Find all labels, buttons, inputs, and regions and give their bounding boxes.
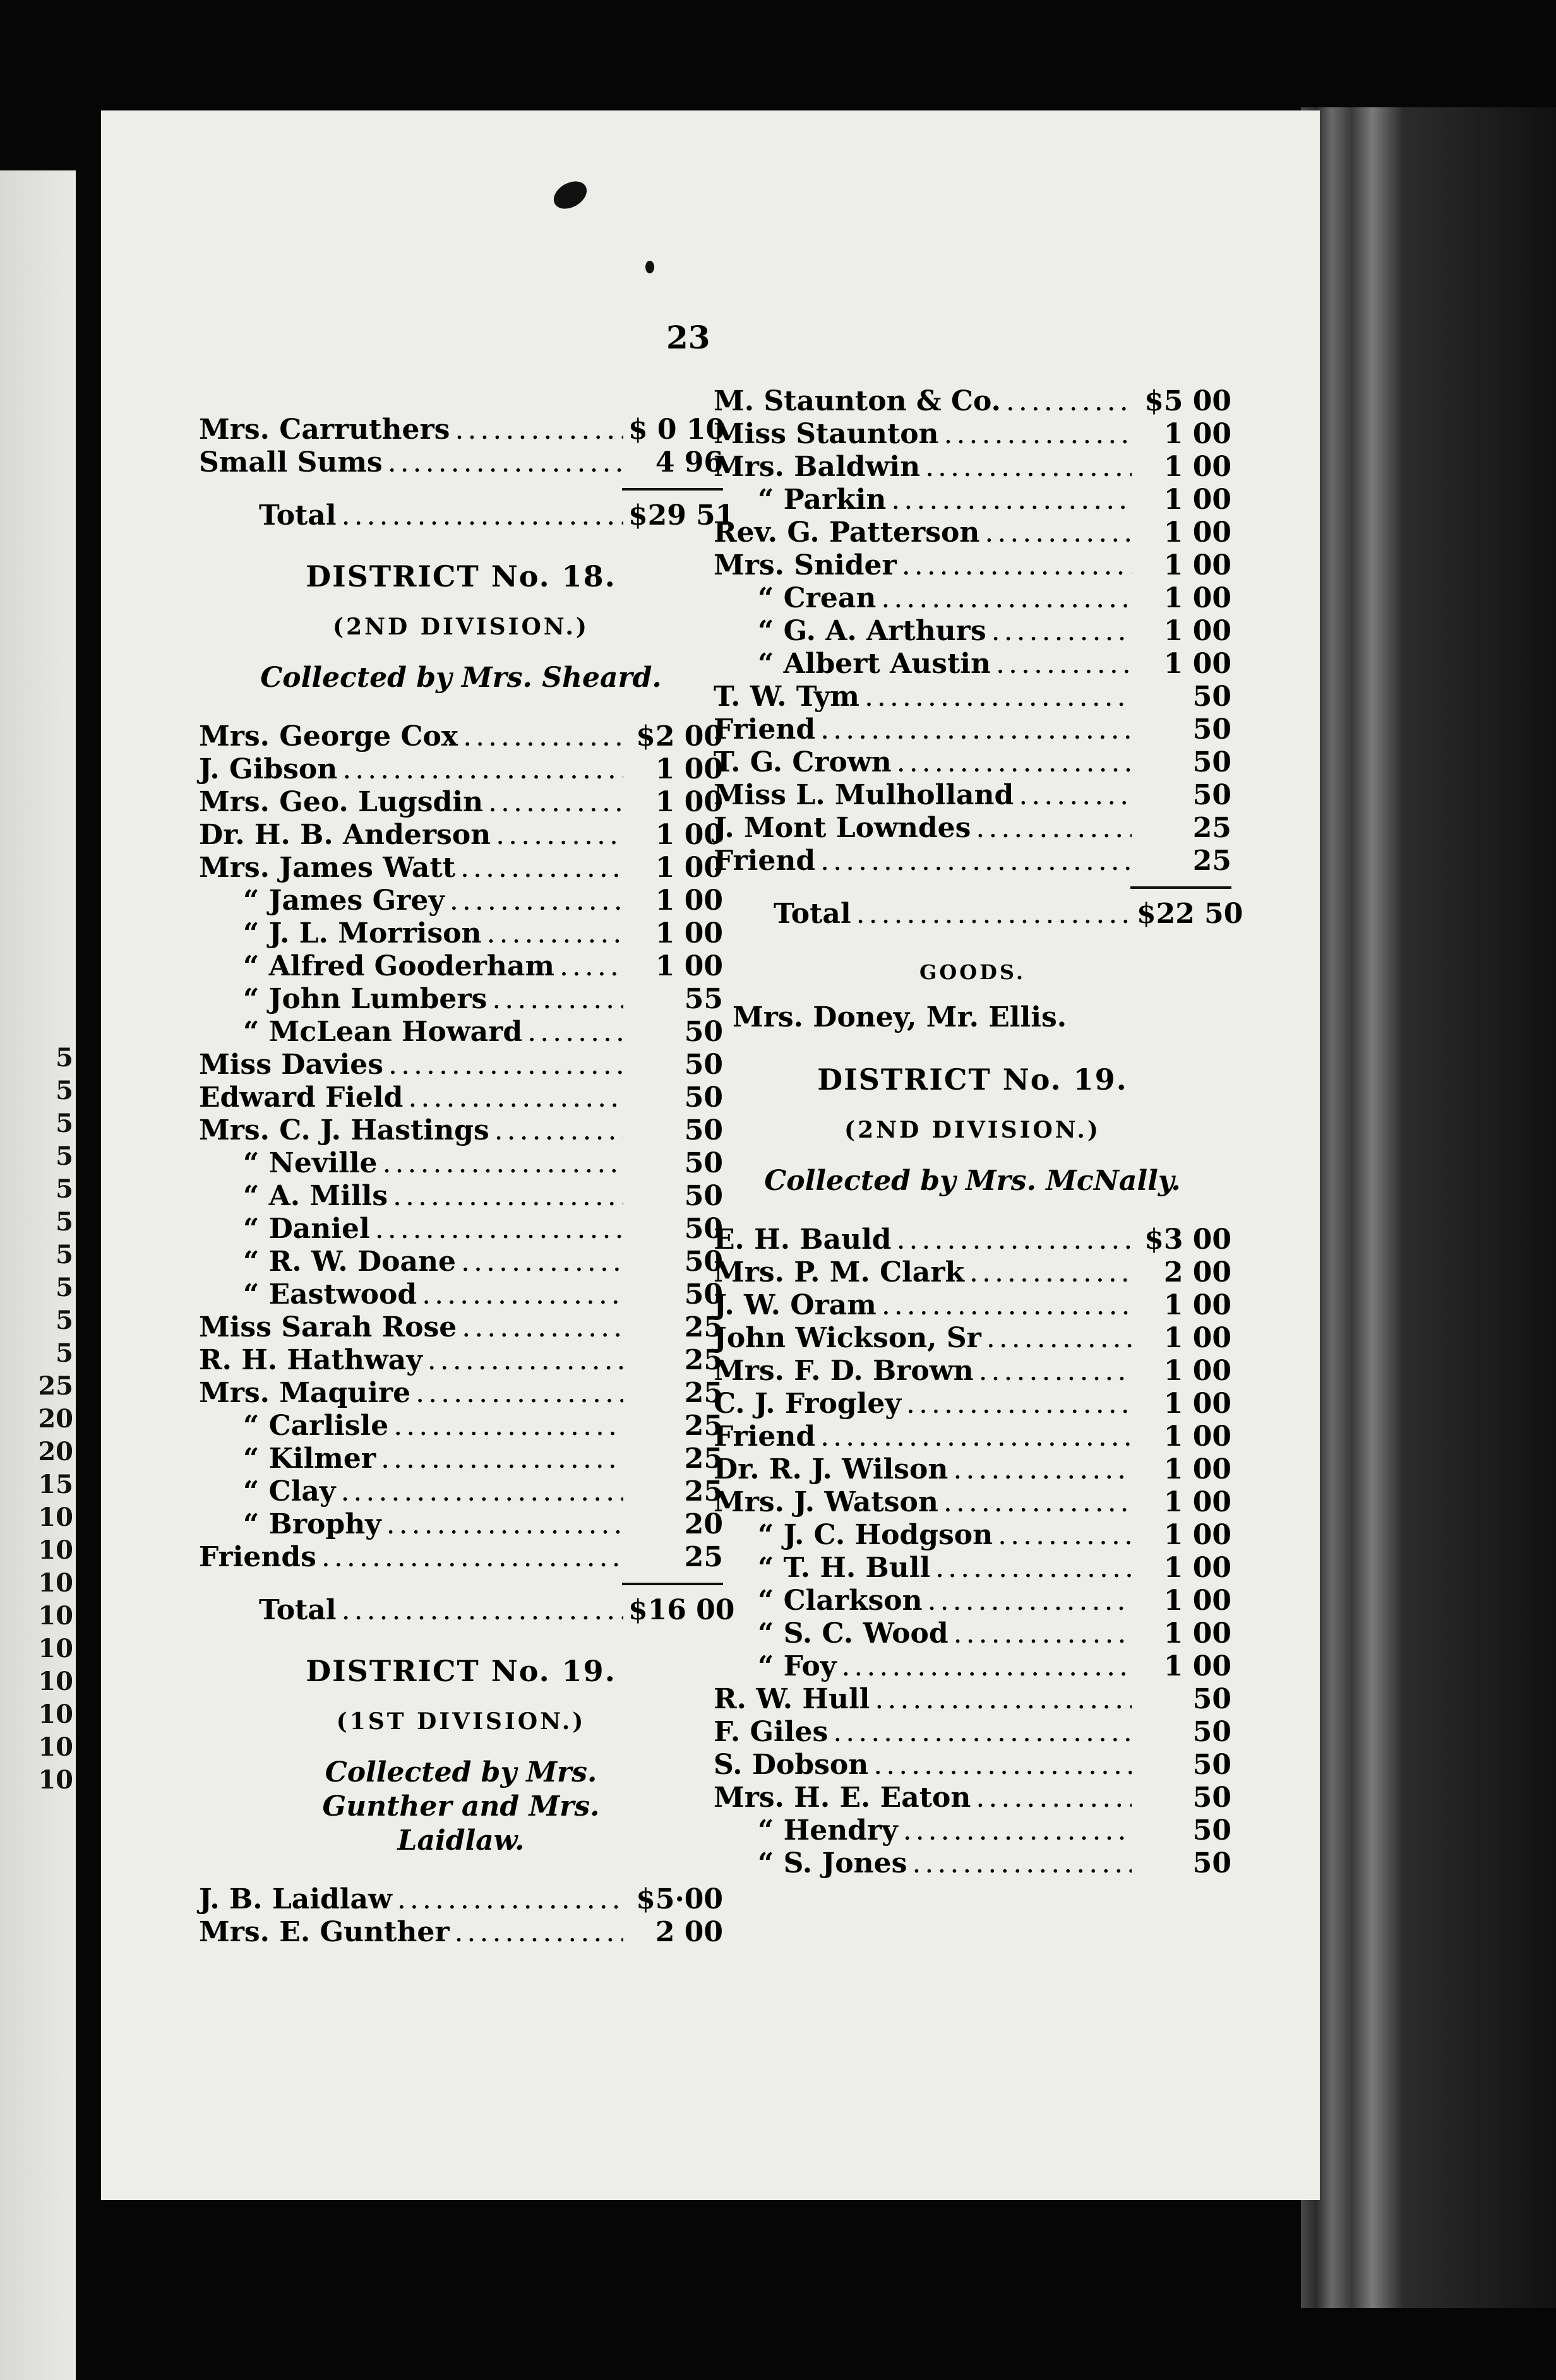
donor-name: “ R. W. Doane bbox=[243, 1246, 457, 1278]
margin-fragment: 5 bbox=[56, 1207, 73, 1237]
donor-row bbox=[199, 1443, 723, 1475]
donor-row bbox=[199, 1180, 723, 1213]
donor-row bbox=[714, 1388, 1231, 1420]
right-carryover-list bbox=[714, 385, 1231, 878]
donor-row bbox=[199, 1883, 723, 1916]
margin-fragment: 15 bbox=[38, 1470, 73, 1499]
donation-amount: 1 00 bbox=[1163, 1519, 1231, 1551]
donor-name: Friend bbox=[714, 1420, 816, 1453]
donation-amount: 25 bbox=[684, 1344, 723, 1376]
donor-name: Miss L. Mulholland bbox=[714, 779, 1014, 811]
donation-amount: 1 00 bbox=[1163, 1388, 1231, 1420]
donation-amount: 1 00 bbox=[655, 819, 723, 851]
donor-name: “ G. A. Arthurs bbox=[758, 615, 986, 647]
donation-amount: 25 bbox=[684, 1410, 723, 1442]
donor-row bbox=[714, 779, 1231, 812]
donation-amount: 1 00 bbox=[1163, 1322, 1231, 1354]
donor-row bbox=[714, 1519, 1231, 1552]
donation-amount: 1 00 bbox=[1163, 648, 1231, 680]
donor-row bbox=[714, 1486, 1231, 1519]
donor-name: Mrs. Snider bbox=[714, 549, 897, 581]
donation-amount: 50 bbox=[684, 1016, 723, 1048]
donation-amount: $5 00 bbox=[1144, 385, 1231, 417]
donor-row bbox=[199, 1246, 723, 1278]
donor-name: E. H. Bauld bbox=[714, 1223, 892, 1256]
margin-fragment: 5 bbox=[56, 1174, 73, 1204]
donation-amount: $5·00 bbox=[636, 1883, 723, 1915]
donor-row bbox=[714, 1585, 1231, 1617]
donor-name: T. W. Tym bbox=[714, 681, 859, 713]
donation-amount: 20 bbox=[684, 1508, 723, 1540]
donor-name: S. Dobson bbox=[714, 1749, 869, 1781]
margin-fragment: 5 bbox=[56, 1306, 73, 1335]
total-label: Total bbox=[774, 898, 851, 930]
donor-row bbox=[199, 1213, 723, 1246]
donor-row bbox=[714, 713, 1231, 746]
margin-fragment: 10 bbox=[38, 1502, 73, 1532]
donation-amount: 1 00 bbox=[1163, 1617, 1231, 1650]
donor-name: “ Brophy bbox=[243, 1508, 381, 1540]
donor-name: Friends bbox=[199, 1541, 316, 1573]
donation-amount: 50 bbox=[1192, 1683, 1231, 1715]
donor-name: Mrs. F. D. Brown bbox=[714, 1355, 974, 1387]
donor-name: Mrs. J. Watson bbox=[714, 1486, 938, 1518]
donation-amount: $2 00 bbox=[636, 720, 723, 753]
donor-row bbox=[199, 950, 723, 983]
donor-row bbox=[199, 414, 726, 446]
donor-row bbox=[199, 1916, 723, 1949]
donor-name: Friend bbox=[714, 845, 816, 877]
donor-name: Mrs. P. M. Clark bbox=[714, 1256, 964, 1288]
donor-row bbox=[714, 451, 1231, 484]
donation-amount: 1 00 bbox=[1163, 484, 1231, 516]
donor-row bbox=[714, 582, 1231, 615]
margin-fragment: 5 bbox=[56, 1240, 73, 1270]
donation-amount: 50 bbox=[1192, 779, 1231, 811]
donation-amount: 1 00 bbox=[1163, 549, 1231, 581]
donor-name: Mrs. Carruthers bbox=[199, 414, 450, 446]
donor-name: C. J. Frogley bbox=[714, 1388, 901, 1420]
donation-amount: $3 00 bbox=[1144, 1223, 1231, 1256]
donation-amount: 1 00 bbox=[1163, 418, 1231, 450]
donor-row bbox=[714, 1782, 1231, 1814]
total-row bbox=[199, 1594, 735, 1627]
margin-fragment: 20 bbox=[38, 1404, 73, 1434]
collector-line: Collected by Mrs. McNally. bbox=[764, 1165, 1181, 1197]
margin-fragment: 10 bbox=[38, 1634, 73, 1663]
donor-name: “ J. C. Hodgson bbox=[758, 1519, 993, 1551]
donation-amount: 50 bbox=[684, 1278, 723, 1311]
donor-row bbox=[199, 884, 723, 917]
donation-amount: 50 bbox=[1192, 713, 1231, 746]
donor-name: Dr. R. J. Wilson bbox=[714, 1453, 949, 1485]
donor-name: R. H. Hathway bbox=[199, 1344, 422, 1376]
donor-name: R. W. Hull bbox=[714, 1683, 870, 1715]
ink-blot bbox=[549, 176, 591, 215]
donor-name: “ Hendry bbox=[758, 1814, 898, 1847]
donor-name: Mrs. Baldwin bbox=[714, 451, 921, 483]
donor-name: Small Sums bbox=[199, 446, 383, 479]
donor-row bbox=[199, 1278, 723, 1311]
donor-row bbox=[199, 446, 723, 479]
donor-name: John Wickson, Sr bbox=[714, 1322, 981, 1354]
district-19-first-list bbox=[199, 1883, 723, 1949]
margin-fragment: 10 bbox=[38, 1699, 73, 1729]
division-label: (2ND DIVISION.) bbox=[844, 1117, 1101, 1143]
donation-amount: 50 bbox=[684, 1147, 723, 1179]
donor-row bbox=[714, 418, 1231, 451]
donor-row bbox=[199, 1311, 723, 1344]
donation-amount: 50 bbox=[1192, 1716, 1231, 1748]
donor-row bbox=[714, 385, 1231, 418]
donor-row bbox=[714, 1256, 1231, 1289]
district-heading: DISTRICT No. 19. bbox=[817, 1062, 1128, 1097]
donor-row bbox=[199, 1541, 723, 1574]
donation-amount: 50 bbox=[684, 1246, 723, 1278]
total-label: Total bbox=[259, 499, 337, 532]
donor-name: Miss Staunton bbox=[714, 418, 939, 450]
district-19-second-list bbox=[714, 1223, 1231, 1880]
total-amount: $22 50 bbox=[1137, 898, 1243, 930]
donor-row bbox=[714, 746, 1231, 779]
donation-amount: 55 bbox=[684, 983, 723, 1015]
donation-amount: 1 00 bbox=[1163, 1650, 1231, 1682]
donation-amount: 50 bbox=[684, 1114, 723, 1146]
donation-amount: 1 00 bbox=[655, 884, 723, 917]
donor-name: Edward Field bbox=[199, 1081, 404, 1114]
district-18-list bbox=[199, 720, 723, 1574]
donor-row bbox=[714, 1223, 1231, 1256]
donation-amount: 2 00 bbox=[1163, 1256, 1231, 1288]
donor-name: Mrs. Maquire bbox=[199, 1377, 411, 1409]
donation-amount: 25 bbox=[1192, 812, 1231, 844]
donation-amount: 1 00 bbox=[1163, 516, 1231, 549]
donation-amount: 1 00 bbox=[655, 786, 723, 818]
donor-name: Friend bbox=[714, 713, 816, 746]
facing-page-edge bbox=[0, 170, 76, 2380]
donor-name: J. W. Oram bbox=[714, 1289, 877, 1321]
margin-fragment: 10 bbox=[38, 1765, 73, 1795]
donor-name: F. Giles bbox=[714, 1716, 829, 1748]
donation-amount: 1 00 bbox=[1163, 1289, 1231, 1321]
total-label: Total bbox=[259, 1594, 337, 1626]
donor-row bbox=[199, 1081, 723, 1114]
donor-row bbox=[199, 1508, 723, 1541]
donor-name: “ Parkin bbox=[758, 484, 887, 516]
goods-heading: GOODS. bbox=[919, 960, 1026, 984]
donor-row bbox=[714, 1552, 1231, 1585]
margin-fragment: 10 bbox=[38, 1601, 73, 1631]
donor-row bbox=[199, 1410, 723, 1443]
donor-name: “ Clay bbox=[243, 1475, 336, 1508]
district-heading: DISTRICT No. 18. bbox=[306, 559, 616, 593]
donor-row bbox=[199, 1377, 723, 1410]
donor-row bbox=[199, 1016, 723, 1049]
margin-fragment: 10 bbox=[38, 1568, 73, 1598]
donor-name: J. Mont Lowndes bbox=[714, 812, 971, 844]
donor-row bbox=[714, 1716, 1231, 1749]
donor-row bbox=[714, 615, 1231, 648]
donor-name: Dr. H. B. Anderson bbox=[199, 819, 491, 851]
margin-fragment: 5 bbox=[56, 1043, 73, 1073]
donor-name: “ S. Jones bbox=[758, 1847, 907, 1879]
donation-amount: 1 00 bbox=[1163, 1486, 1231, 1518]
donation-amount: 25 bbox=[684, 1311, 723, 1343]
goods-donors: Mrs. Doney, Mr. Ellis. bbox=[733, 1001, 1067, 1033]
donation-amount: 50 bbox=[1192, 1814, 1231, 1847]
donor-row bbox=[714, 845, 1231, 878]
donor-name: “ Carlisle bbox=[243, 1410, 389, 1442]
donor-row bbox=[199, 819, 723, 852]
donor-row bbox=[714, 648, 1231, 681]
donor-row bbox=[714, 1453, 1231, 1486]
donor-row bbox=[714, 1847, 1231, 1880]
donation-amount: 1 00 bbox=[1163, 1355, 1231, 1387]
donor-name: “ McLean Howard bbox=[243, 1016, 523, 1048]
donor-name: J. Gibson bbox=[199, 753, 338, 785]
donor-name: Mrs. Geo. Lugsdin bbox=[199, 786, 484, 818]
donation-amount: 1 00 bbox=[1163, 451, 1231, 483]
donor-row bbox=[199, 1475, 723, 1508]
right-column bbox=[714, 385, 1243, 1880]
donor-name: “ J. L. Morrison bbox=[243, 917, 482, 949]
donor-row bbox=[714, 1617, 1231, 1650]
donor-row bbox=[714, 1650, 1231, 1683]
donor-name: “ S. C. Wood bbox=[758, 1617, 949, 1650]
donor-name: Miss Davies bbox=[199, 1049, 383, 1081]
donation-amount: 1 00 bbox=[1163, 1420, 1231, 1453]
donor-row bbox=[199, 1114, 723, 1147]
margin-fragment: 10 bbox=[38, 1535, 73, 1565]
donor-name: “ Daniel bbox=[243, 1213, 370, 1245]
total-row bbox=[199, 499, 735, 532]
donation-amount: 25 bbox=[684, 1475, 723, 1508]
margin-fragment: 5 bbox=[56, 1076, 73, 1105]
margin-fragment: 5 bbox=[56, 1141, 73, 1171]
donor-name: “ Neville bbox=[243, 1147, 378, 1179]
total-rule bbox=[1130, 886, 1231, 889]
donor-row bbox=[714, 484, 1231, 516]
donor-row bbox=[714, 549, 1231, 582]
donation-amount: 25 bbox=[684, 1443, 723, 1475]
total-amount: $16 00 bbox=[628, 1594, 735, 1626]
donor-row bbox=[714, 1420, 1231, 1453]
donor-name: “ Clarkson bbox=[758, 1585, 923, 1617]
donor-row bbox=[714, 1289, 1231, 1322]
donor-row bbox=[714, 1322, 1231, 1355]
donation-amount: 1 00 bbox=[655, 917, 723, 949]
margin-fragment: 5 bbox=[56, 1109, 73, 1138]
donor-name: “ Alfred Gooderham bbox=[243, 950, 554, 982]
total-amount: $29 51 bbox=[628, 499, 735, 532]
donation-amount: 1 00 bbox=[1163, 1585, 1231, 1617]
district-heading: DISTRICT No. 19. bbox=[306, 1654, 616, 1688]
donor-name: “ Albert Austin bbox=[758, 648, 991, 680]
donor-row bbox=[199, 786, 723, 819]
left-column bbox=[199, 414, 735, 1949]
facing-page-fragments bbox=[38, 1042, 73, 1797]
margin-fragment: 5 bbox=[56, 1338, 73, 1368]
donation-amount: 50 bbox=[684, 1081, 723, 1114]
donor-row bbox=[714, 516, 1231, 549]
donor-name: Mrs. E. Gunther bbox=[199, 1916, 450, 1948]
donor-row bbox=[714, 1683, 1231, 1716]
donor-row bbox=[199, 720, 723, 753]
donation-amount: 1 00 bbox=[655, 950, 723, 982]
donation-amount: 1 00 bbox=[1163, 1453, 1231, 1485]
donor-row bbox=[199, 1147, 723, 1180]
donation-amount: 1 00 bbox=[1163, 582, 1231, 614]
donor-name: Mrs. George Cox bbox=[199, 720, 458, 753]
donor-row bbox=[199, 917, 723, 950]
total-rule bbox=[622, 1583, 723, 1585]
donation-amount: 50 bbox=[1192, 681, 1231, 713]
donor-name: Rev. G. Patterson bbox=[714, 516, 980, 549]
donor-row bbox=[714, 681, 1231, 713]
donation-amount: 4 96 bbox=[655, 446, 723, 479]
donor-name: Mrs. James Watt bbox=[199, 852, 456, 884]
donor-row bbox=[714, 1814, 1231, 1847]
book-spine bbox=[1301, 107, 1556, 2308]
total-row bbox=[714, 898, 1243, 931]
ink-speck bbox=[645, 261, 654, 273]
donor-name: “ Crean bbox=[758, 582, 877, 614]
donor-name: M. Staunton & Co. bbox=[714, 385, 1001, 417]
donor-name: “ Kilmer bbox=[243, 1443, 376, 1475]
donation-amount: 25 bbox=[684, 1541, 723, 1573]
donor-row bbox=[714, 1355, 1231, 1388]
donation-amount: 50 bbox=[684, 1180, 723, 1212]
donor-row bbox=[199, 983, 723, 1016]
donation-amount: 25 bbox=[684, 1377, 723, 1409]
donation-amount: $ 0 10 bbox=[628, 414, 726, 446]
donation-amount: 1 00 bbox=[1163, 1552, 1231, 1584]
donor-row bbox=[714, 812, 1231, 845]
donation-amount: 50 bbox=[1192, 1847, 1231, 1879]
donor-name: J. B. Laidlaw bbox=[199, 1883, 392, 1915]
donation-amount: 1 00 bbox=[655, 852, 723, 884]
margin-fragment: 5 bbox=[56, 1273, 73, 1302]
donor-name: “ A. Mills bbox=[243, 1180, 388, 1212]
collector-line: Collected by Mrs. Gunther and Mrs. Laidlaw. bbox=[322, 1756, 600, 1857]
page-number: 23 bbox=[666, 319, 710, 356]
donor-name: “ Eastwood bbox=[243, 1278, 417, 1311]
donation-amount: 25 bbox=[1192, 845, 1231, 877]
left-carryover-list bbox=[199, 414, 726, 479]
donor-row bbox=[714, 1749, 1231, 1782]
total-rule bbox=[622, 488, 723, 491]
margin-fragment: 10 bbox=[38, 1732, 73, 1762]
donor-name: “ James Grey bbox=[243, 884, 445, 917]
division-label: (1ST DIVISION.) bbox=[336, 1708, 586, 1735]
donor-name: “ John Lumbers bbox=[243, 983, 488, 1015]
donation-amount: 50 bbox=[684, 1049, 723, 1081]
donor-name: T. G. Crown bbox=[714, 746, 892, 778]
donor-row bbox=[199, 1344, 723, 1377]
donation-amount: 1 00 bbox=[1163, 615, 1231, 647]
donor-row bbox=[199, 852, 723, 884]
donor-name: “ T. H. Bull bbox=[758, 1552, 931, 1584]
collector-line: Collected by Mrs. Sheard. bbox=[260, 662, 662, 694]
donation-amount: 50 bbox=[684, 1213, 723, 1245]
donation-amount: 50 bbox=[1192, 746, 1231, 778]
donation-amount: 50 bbox=[1192, 1782, 1231, 1814]
donation-amount: 2 00 bbox=[655, 1916, 723, 1948]
margin-fragment: 10 bbox=[38, 1667, 73, 1696]
donor-name: Mrs. C. J. Hastings bbox=[199, 1114, 489, 1146]
donation-amount: 50 bbox=[1192, 1749, 1231, 1781]
donor-name: “ Foy bbox=[758, 1650, 837, 1682]
donation-amount: 1 00 bbox=[655, 753, 723, 785]
margin-fragment: 20 bbox=[38, 1437, 73, 1467]
donor-row bbox=[199, 753, 723, 786]
division-label: (2ND DIVISION.) bbox=[333, 614, 589, 640]
margin-fragment: 25 bbox=[38, 1371, 73, 1401]
donor-row bbox=[199, 1049, 723, 1081]
donor-name: Mrs. H. E. Eaton bbox=[714, 1782, 971, 1814]
donor-name: Miss Sarah Rose bbox=[199, 1311, 457, 1343]
